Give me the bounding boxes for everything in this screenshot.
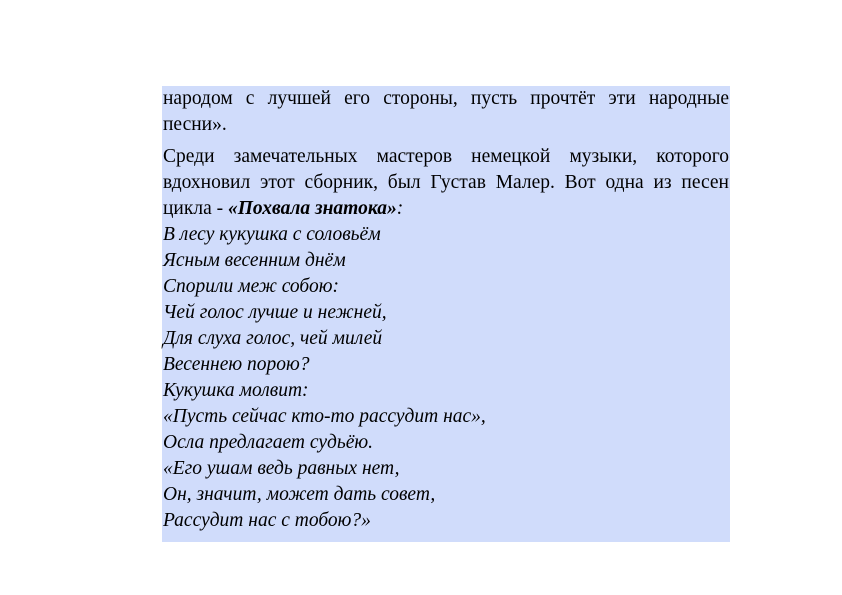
poem <box>163 222 729 534</box>
poem-line: Осла предлагает судьёю. <box>163 432 373 453</box>
poem-line: «Пусть сейчас кто-то рассудит нас», <box>163 406 486 427</box>
paragraph-mahler <box>163 144 729 222</box>
poem-line: Чей голос лучше и нежней, <box>163 302 387 323</box>
paragraph-intro: народом с лучшей его стороны, пусть прочтёт эти народные песни». <box>163 88 729 135</box>
poem-line: Спорили меж собою: <box>163 276 339 297</box>
poem-line: Для слуха голос, чей милей <box>163 328 383 349</box>
song-title: «Похвала знатока» <box>227 198 397 219</box>
poem-line: Он, значит, может дать совет, <box>163 484 436 505</box>
poem-line: Рассудит нас с тобою?» <box>163 510 371 531</box>
poem-line: Кукушка молвит: <box>163 380 309 401</box>
poem-line: Ясным весенним днём <box>163 250 346 271</box>
song-title-colon: : <box>396 198 404 219</box>
poem-line: «Его ушам ведь равных нет, <box>163 458 400 479</box>
text-box <box>162 86 730 542</box>
poem-line: Весеннею порою? <box>163 354 310 375</box>
paragraph-mahler-text: Среди замечательных мастеров немецкой музыки, которого вдохновил этот сборник, был Густав Малер. Вот одна из песен цикла - <box>163 146 729 219</box>
poem-line: В лесу кукушка с соловьём <box>163 224 381 245</box>
